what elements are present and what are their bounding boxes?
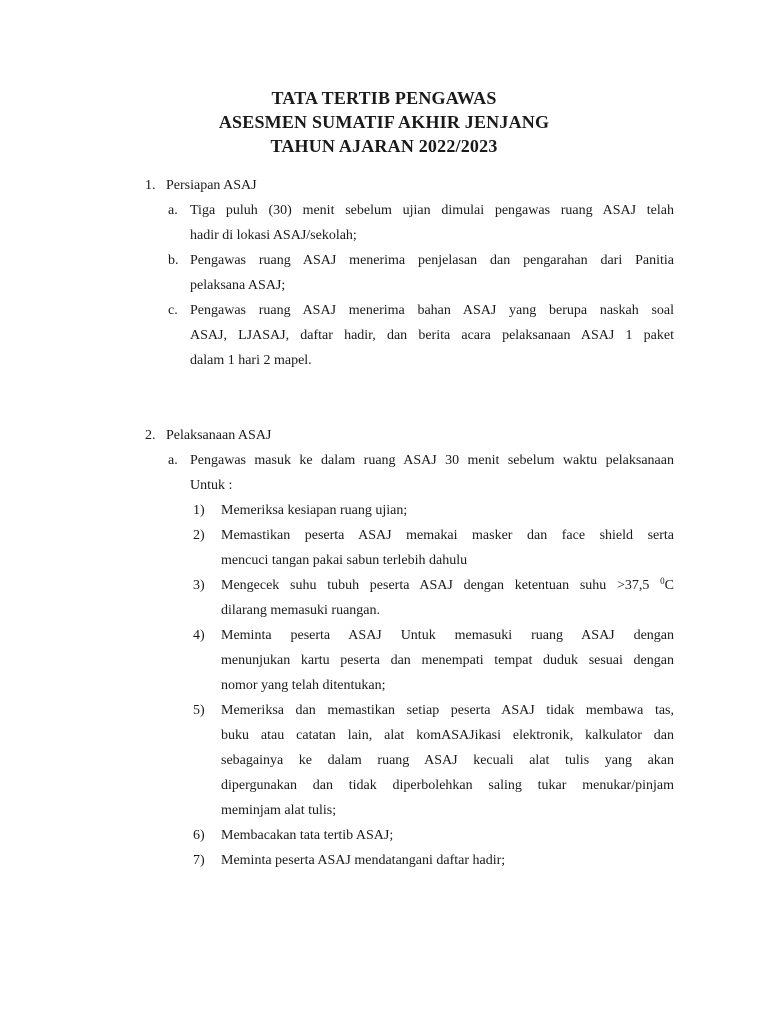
item-marker: c. — [168, 303, 178, 318]
subitem-text: nomor yang telah ditentukan; — [221, 678, 386, 693]
subitem-marker: 5) — [193, 703, 205, 718]
list-item-text: Untuk : — [190, 478, 233, 493]
subitem-text-temperature — [221, 578, 674, 594]
list-item-text: Pengawas masuk ke dalam ruang ASAJ 30 menit sebelum waktu pelaksanaan — [190, 453, 674, 468]
subitem-marker: 3) — [193, 578, 205, 593]
section-1-number: 1. — [145, 178, 156, 193]
list-item-text: Tiga puluh (30) menit sebelum ujian dimulai pengawas ruang ASAJ telah — [190, 203, 674, 218]
subitem-text: Meminta peserta ASAJ mendatangani daftar hadir; — [221, 853, 506, 868]
title-line-3: TAHUN AJARAN 2022/2023 — [270, 136, 498, 156]
subitem-text: dilarang memasuki ruangan. — [221, 603, 381, 618]
subitem-text: buku atau catatan lain, alat komASAJikasi elektronik, kalkulator dan — [221, 728, 674, 743]
subitem-marker: 6) — [193, 828, 205, 843]
subitem-text: dipergunakan dan tidak diperbolehkan saling tukar menukar/pinjam — [221, 778, 674, 793]
section-2-number: 2. — [145, 428, 156, 443]
item-marker: a. — [168, 203, 178, 218]
subitem-text: menunjukan kartu peserta dan menempati tempat duduk sesuai dengan — [221, 653, 674, 668]
subitem-text: Meminta peserta ASAJ Untuk memasuki ruang ASAJ dengan — [221, 628, 674, 643]
subitem-text: mencuci tangan pakai sabun terlebih dahulu — [221, 553, 468, 568]
subitem-marker: 1) — [193, 503, 205, 518]
section-1-heading: Persiapan ASAJ — [166, 178, 257, 193]
subitem-text: Memeriksa dan memastikan setiap peserta ASAJ tidak membawa tas, — [221, 703, 674, 718]
title-line-1: TATA TERTIB PENGAWAS — [271, 88, 497, 108]
temperature-text: Mengecek suhu tubuh peserta ASAJ dengan ketentuan suhu >37,5 — [221, 578, 661, 593]
item-marker: b. — [168, 253, 179, 268]
subitem-text: Membacakan tata tertib ASAJ; — [221, 828, 394, 843]
degree-superscript: 0 — [660, 576, 665, 586]
subitem-marker: 4) — [193, 628, 205, 643]
subitem-text: Memeriksa kesiapan ruang ujian; — [221, 503, 408, 518]
subitem-text: meminjam alat tulis; — [221, 803, 337, 818]
list-item-text: pelaksana ASAJ; — [190, 278, 286, 293]
list-item-text: Pengawas ruang ASAJ menerima bahan ASAJ yang berupa naskah soal — [190, 303, 674, 318]
section-2-heading: Pelaksanaan ASAJ — [166, 428, 272, 443]
title-line-2: ASESMEN SUMATIF AKHIR JENJANG — [218, 112, 550, 132]
subitem-text: Memastikan peserta ASAJ memakai masker dan face shield serta — [221, 528, 674, 543]
subitem-marker: 2) — [193, 528, 205, 543]
subitem-marker: 7) — [193, 853, 205, 868]
subitem-text: sebagainya ke dalam ruang ASAJ kecuali alat tulis yang akan — [221, 753, 674, 768]
list-item-text: hadir di lokasi ASAJ/sekolah; — [190, 228, 357, 243]
celsius-unit: C — [664, 578, 674, 593]
item-marker: a. — [168, 453, 178, 468]
list-item-text: Pengawas ruang ASAJ menerima penjelasan dan pengarahan dari Panitia — [190, 253, 674, 268]
list-item-text: ASAJ, LJASAJ, daftar hadir, dan berita acara pelaksanaan ASAJ 1 paket — [190, 328, 674, 343]
list-item-text: dalam 1 hari 2 mapel. — [190, 353, 312, 368]
